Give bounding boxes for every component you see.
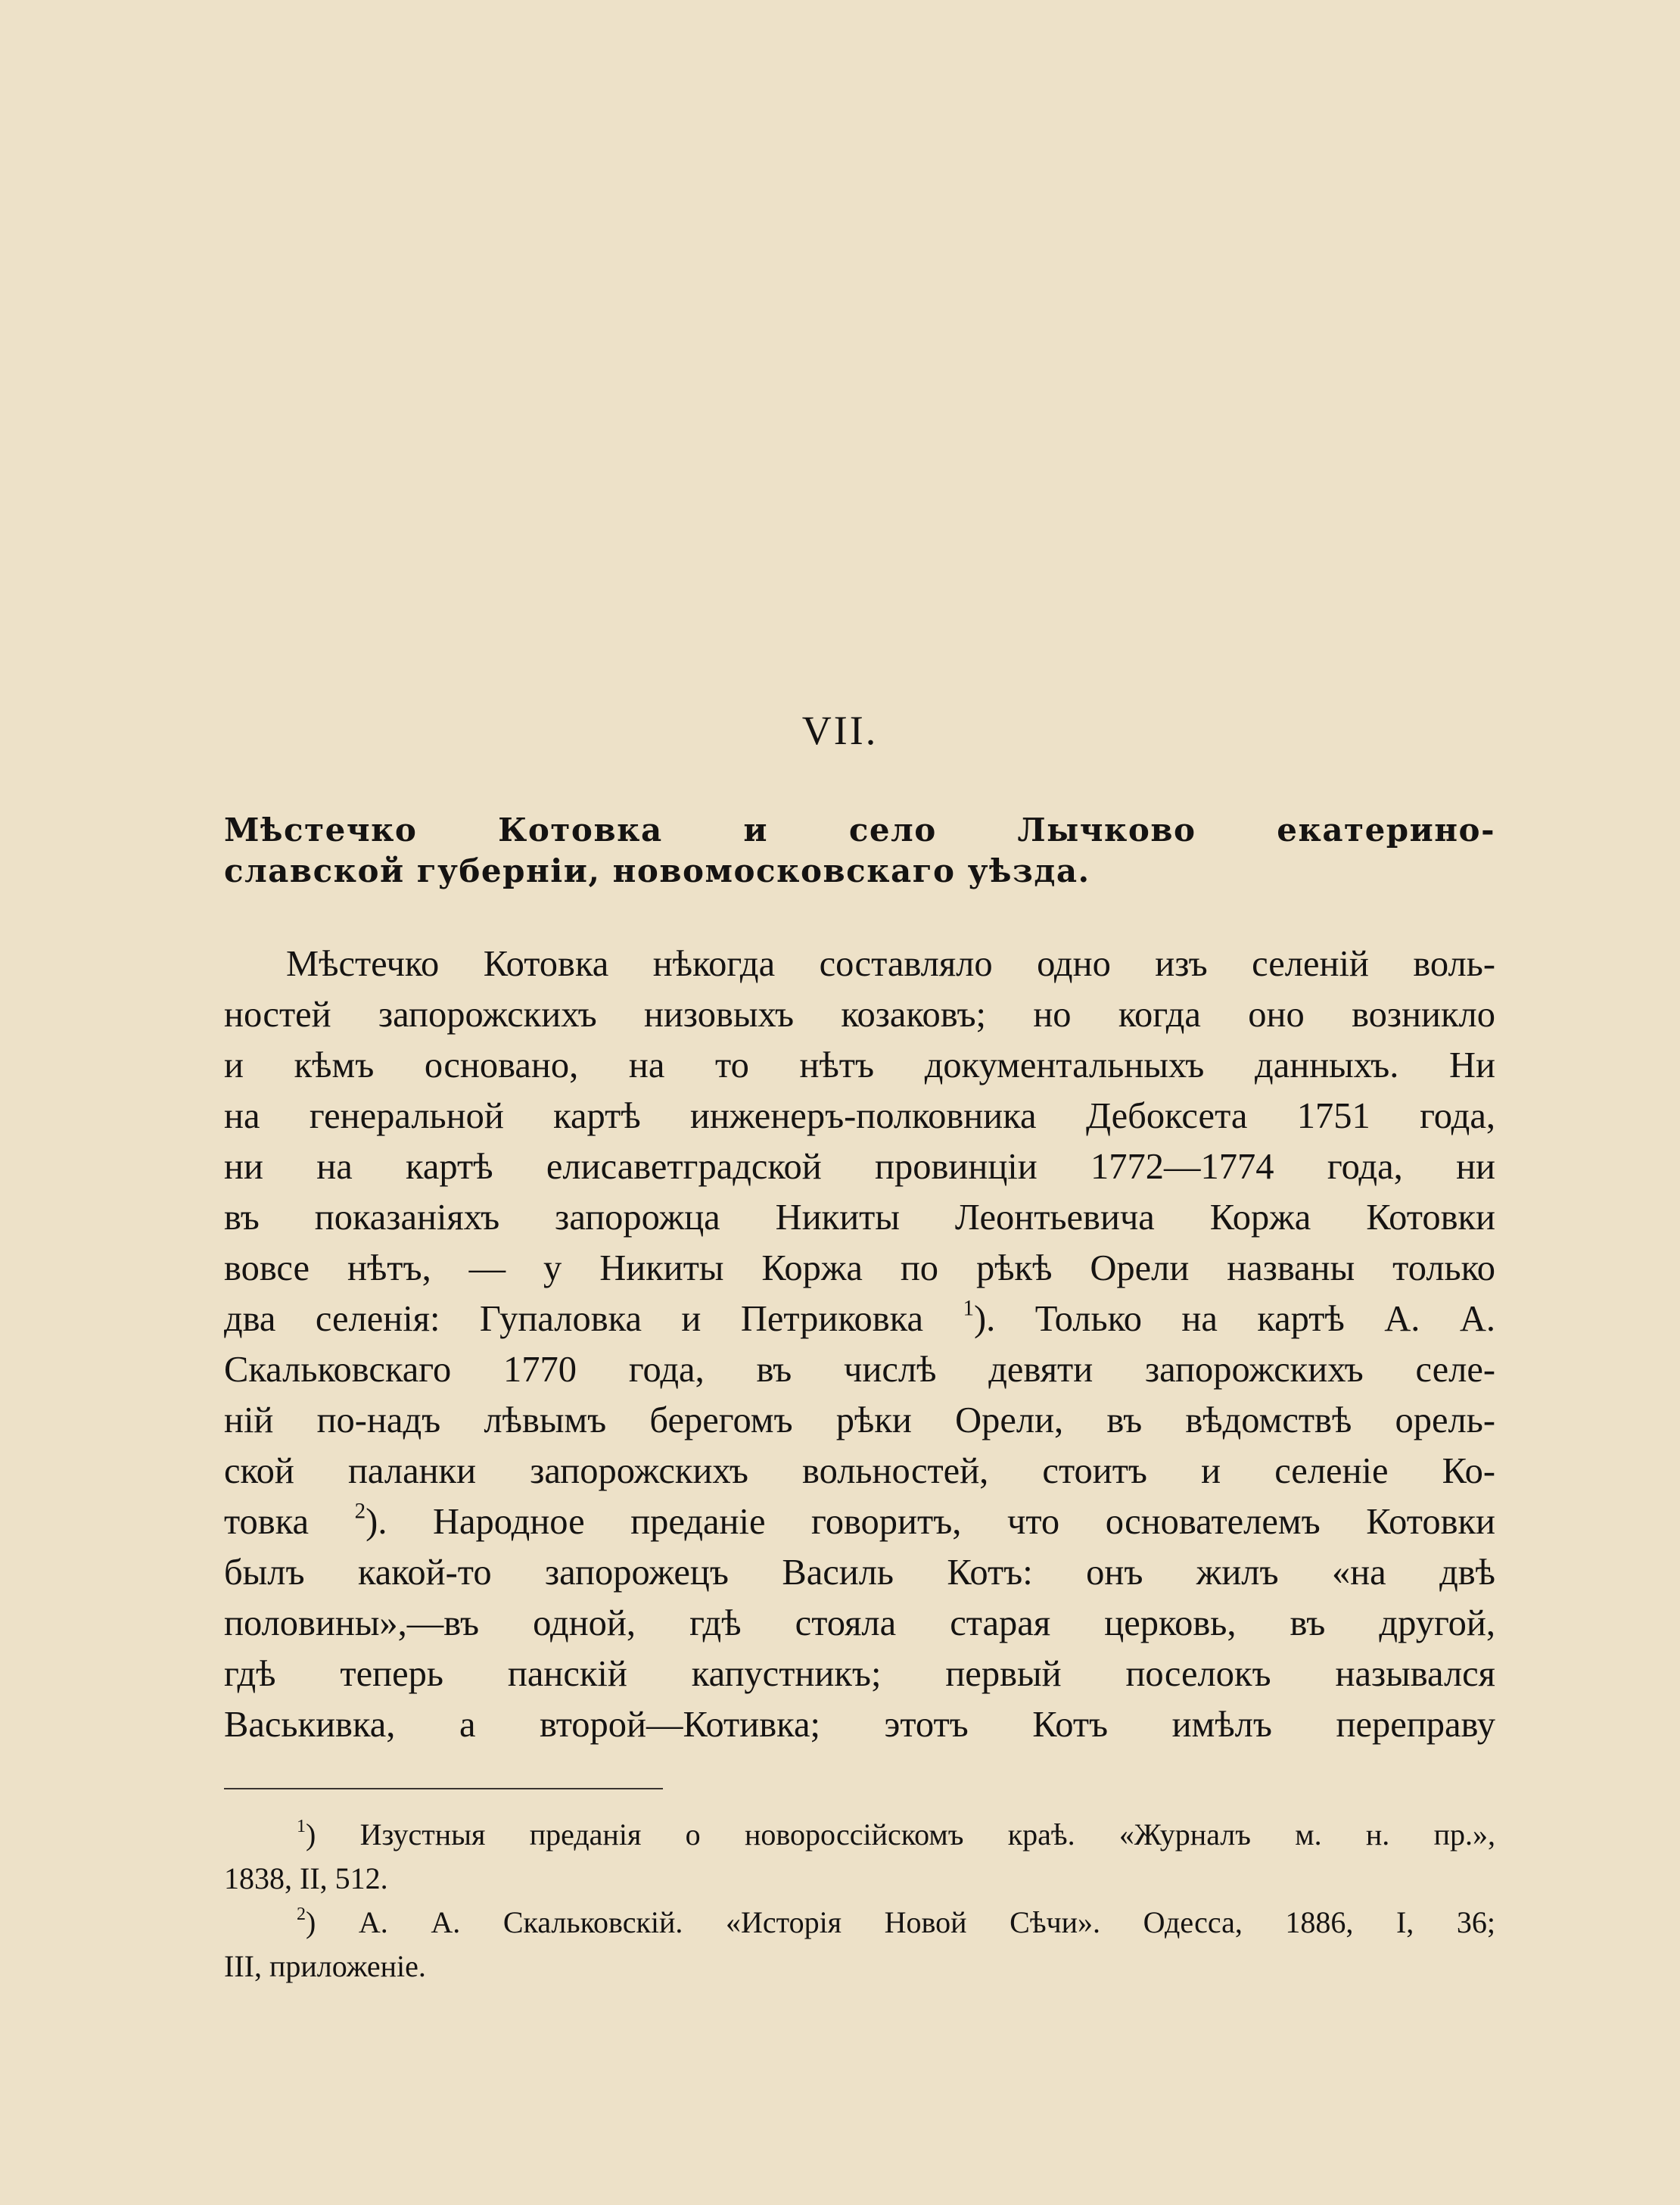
- body-line: половины»,—въ одной, гдѣ стояла старая церковь, въ другой,: [224, 1603, 1495, 1643]
- footnote-separator: [224, 1788, 663, 1789]
- footnote-line: 1838, II, 512.: [224, 1861, 388, 1895]
- chapter-number: VII.: [801, 708, 879, 753]
- footnote-text: ) Изустныя преданія о новороссійскомъ краѣ. «Журналъ м. н. пр.»,: [306, 1817, 1495, 1852]
- body-line: [224, 1294, 1495, 1344]
- footnote-line: [224, 1901, 1495, 1945]
- chapter-title: [224, 810, 1495, 892]
- footnote-text: ) А. А. Скальковскій. «Исторія Новой Сѣчи». Одесса, 1886, I, 36;: [306, 1905, 1495, 1939]
- body-line: и кѣмъ основано, на то нѣтъ документальныхъ данныхъ. Ни: [224, 1045, 1495, 1085]
- body-line: [224, 1496, 1495, 1547]
- footnote-reference[interactable]: 1: [963, 1296, 974, 1321]
- body-line-text: ). Только на картѣ А. А.: [973, 1299, 1495, 1339]
- body-line: ностей запорожскихъ низовыхъ козаковъ; но когда оно возникло: [224, 995, 1495, 1035]
- body-line-text: товка: [224, 1502, 310, 1542]
- body-line: Скальковскаго 1770 года, въ числѣ девяти запорожскихъ селе-: [224, 1350, 1495, 1390]
- chapter-title-line: славской губерніи, новомосковскаго уѣзда.: [224, 852, 1090, 889]
- body-line-text: два селенія: Гупаловка и Петриковка: [224, 1299, 923, 1339]
- body-line: Мѣстечко Котовка нѣкогда составляло одно изъ селеній воль-: [286, 944, 1495, 984]
- body-line: гдѣ теперь панскій капустникъ; первый поселокъ назывался: [224, 1654, 1495, 1694]
- body-line: Васькивка, а второй—Котивка; этотъ Котъ имѣлъ переправу: [224, 1705, 1495, 1745]
- body-line: на генеральной картѣ инженеръ-полковника Дебоксета 1751 года,: [224, 1096, 1495, 1136]
- footnote-mark: 1: [297, 1817, 306, 1837]
- body-line: въ показаніяхъ запорожца Никиты Леонтьевича Коржа Котовки: [224, 1197, 1495, 1238]
- body-line-text: ). Народное преданіе говоритъ, что основателемъ Котовки: [366, 1502, 1495, 1542]
- footnotes: [224, 1813, 1495, 1989]
- footnote-reference[interactable]: 2: [354, 1499, 366, 1524]
- footnote-mark: 2: [297, 1904, 306, 1925]
- body-line: ни на картѣ елисаветградской провинціи 1772—1774 года, ни: [224, 1147, 1495, 1187]
- footnote-line: III, приложеніе.: [224, 1949, 426, 1983]
- body-text: [224, 939, 1495, 1750]
- body-line: былъ какой-то запорожецъ Василь Котъ: онъ жилъ «на двѣ: [224, 1553, 1495, 1593]
- body-line: ній по-надъ лѣвымъ берегомъ рѣки Орели, въ вѣдомствѣ орель-: [224, 1400, 1495, 1440]
- footnote-line: [224, 1813, 1495, 1857]
- body-line: ской паланки запорожскихъ вольностей, стоитъ и селеніе Ко-: [224, 1451, 1495, 1491]
- chapter-title-line: Мѣстечко Котовка и село Лычково екатерино-: [224, 811, 1495, 849]
- body-line: вовсе нѣтъ, — у Никиты Коржа по рѣкѣ Орели названы только: [224, 1248, 1495, 1288]
